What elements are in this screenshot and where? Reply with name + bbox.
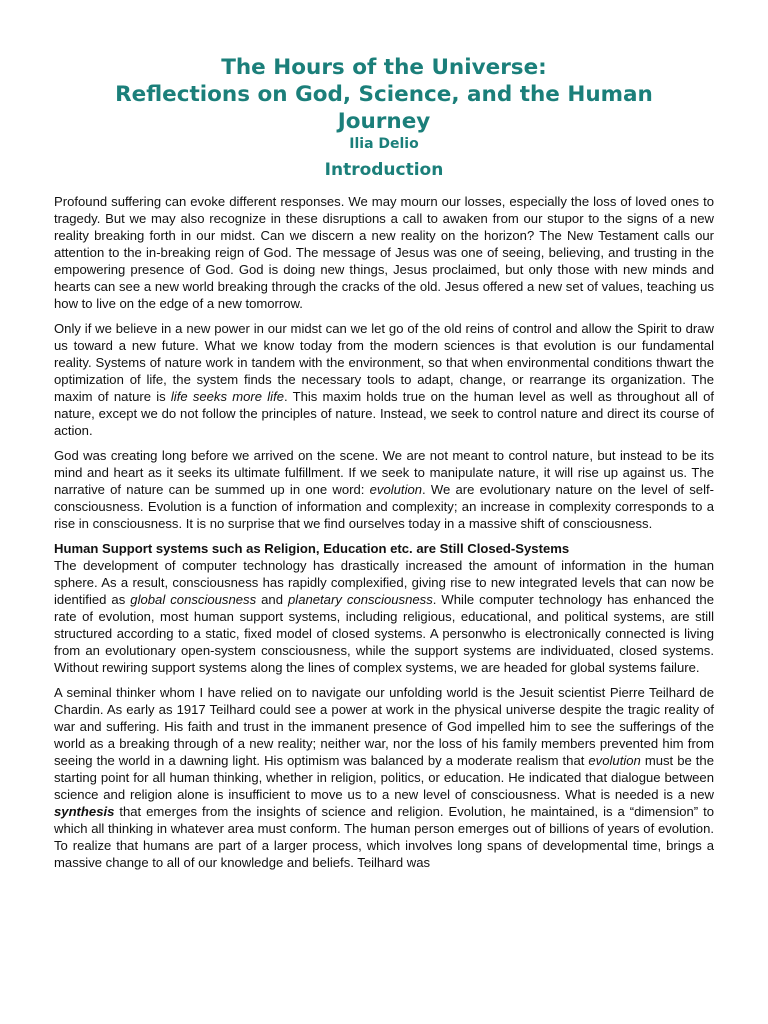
emphasis-text: evolution [588,753,641,768]
section-heading-introduction: Introduction [324,160,444,180]
paragraph-1: Profound suffering can evoke different responses. We may mourn our losses, especially the loss of loved ones to tragedy. But we may also recognize in these disruptions a call to awaken from our stupor to the signs of a new reality breaking forth in our midst. Can we discern a new reality on the horizon? The New Testament calls our attention to the in-breaking reign of God. The message of Jesus was one of seeing, believing, and trusting in the empowering presence of God. God is doing new things, Jesus proclaimed, but only those with new minds and hearts can see a new world breaking through the cracks of the old. Jesus offered a new set of values, teaching us how to live on the edge of a new tomorrow. [54,194,714,311]
paragraph-text: must be the starting point for all human thinking, whether in religion, politics, or education. He indicated that dialogue between science and religion alone is insufficient to move us to a new level of consciousness. What is needed is a new [54,753,714,802]
paragraph-text: . This maxim holds true on the human level as well as throughout all of nature, except we do not follow the principles of nature. Instead, we seek to control nature and direct its course of action. [54,389,714,438]
paragraph-5 [54,684,714,871]
author-name: Ilia Delio [349,136,419,152]
paragraph-text: A seminal thinker whom I have relied on to navigate our unfolding world is the Jesuit scientist Pierre Teilhard de Chardin. As early as 1917 Teilhard could see a power at work in the physical universe despite the tragic reality of war and suffering. His faith and trust in the immanent presence of God impelled him to see the sufferings of the world as a breaking through of a new reality; neither war, nor the loss of his family members prevented him from seeing the world in a dawning light. His optimism was balanced by a moderate realism that [54,685,714,768]
paragraph-2 [54,320,714,439]
emphasis-text: evolution [369,482,423,497]
paragraph-4 [54,557,714,676]
paragraph-text: God was creating long before we arrived on the scene. We are not meant to control nature, but instead to be its mind and heart as it seeks its ultimate fulfillment. If we seek to manipulate nature, it will rise up against us. The narrative of nature can be summed up in one word: [54,448,714,497]
title-line-1: The Hours of the Universe: [221,55,547,80]
paragraph-3 [54,447,714,532]
paragraph-text: The development of computer technology has drastically increased the amount of information in the human sphere. As a result, consciousness has rapidly complexified, giving rise to new integrated levels that can now be identified as [54,558,714,607]
title-line-3: Journey [337,109,431,134]
paragraph-text: that emerges from the insights of science and religion. Evolution, he maintained, is a “dimension” to which all thinking in whatever area must conform. The human person emerges out of billions of years of evolution. To realize that humans are part of a larger process, which involves long spans of developmental time, brings a massive change to all of our knowledge and beliefs. Teilhard was [54,804,714,870]
strong-emphasis-text: synthesis [54,804,115,819]
paragraph-text: and [256,592,288,607]
paragraph-text: Only if we believe in a new power in our midst can we let go of the old reins of control and allow the Spirit to draw us toward a new future. What we know today from the modern sciences is that evolution is our fundamental reality. Systems of nature work in tandem with the environment, so that when environmental conditions thwart the optimization of life, the system finds the necessary tools to adapt, change, or rearrange its organization. The maxim of nature is [54,321,714,404]
paragraph-text: . While computer technology has enhanced the rate of evolution, most human support systems, including religious, educational, and political systems, are still structured according to a static, fixed model of closed systems. A personwho is electronically connected is living from an evolutionary open-system consciousness, while the support systems are individuated, closed systems. Without rewiring support systems along the lines of complex systems, we are headed for global systems failure. [54,592,714,675]
subheading-closed-systems: Human Support systems such as Religion, Education etc. are Still Closed-Systems [54,541,570,556]
emphasis-text: global consciousness [130,592,257,607]
paragraph-text: . We are evolutionary nature on the level of self-consciousness. Evolution is a function of information and complexity; an increase in complexity corresponds to a rise in consciousness. It is no surprise that we find ourselves today in a massive shift of consciousness. [54,482,715,531]
title-line-2: Reflections on God, Science, and the Human [115,82,653,107]
emphasis-text: planetary consciousness [288,592,433,607]
document-title [54,54,714,135]
emphasis-text: life seeks more life [170,389,284,404]
